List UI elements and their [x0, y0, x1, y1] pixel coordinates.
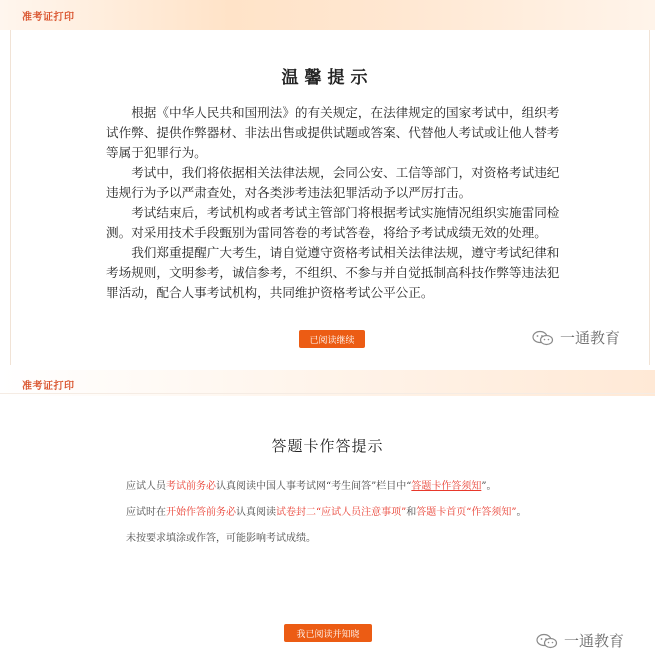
tip-text: 。 — [516, 507, 527, 518]
acknowledge-button[interactable]: 我已阅读并知晓 — [284, 624, 372, 642]
watermark — [536, 630, 624, 651]
header-title: 准考证打印 — [22, 381, 75, 392]
notice-title: 温馨提示 — [281, 68, 374, 88]
tip-text: ”。 — [481, 481, 497, 492]
watermark-text: 一通教育 — [564, 632, 625, 650]
notice-paragraph: 根据《中华人民共和国刑法》的有关规定，在法律规定的国家考试中，组织考试作弊、提供作弊器材、非法出售或提供试题或答案、代替他人考试或让他人替考等属于犯罪行为。 — [106, 105, 560, 160]
notice-paragraph: 考试结束后，考试机构或者考试主管部门将根据考试实施情况组织实施雷同检测。对采用技术手段甄别为雷同答卷的考试答卷，将给予考试成绩无效的处理。 — [106, 205, 560, 240]
continue-button[interactable]: 已阅读继续 — [299, 330, 365, 348]
answer-card-title: 答题卡作答提示 — [271, 437, 384, 455]
watermark-text: 一通教育 — [560, 329, 621, 347]
tip-text: 认真阅读中国人事考试网“考生间答”栏目中“ — [216, 481, 412, 492]
tip-paragraph — [106, 502, 561, 524]
tip-highlight: 开始作答前务必 — [166, 507, 236, 518]
tip-highlight: 答题卡首页“作答须知” — [416, 507, 517, 518]
tip-highlight: 考试前务必 — [166, 481, 216, 492]
tip-text: 应试人员 — [126, 481, 166, 492]
header-title: 准考证打印 — [22, 12, 75, 23]
tip-text: 应试时在 — [126, 507, 166, 518]
watermark — [532, 327, 620, 348]
tip-highlight: 试卷封二“应试人员注意事项” — [276, 507, 407, 518]
panel-header — [0, 0, 655, 30]
notice-body — [106, 103, 561, 303]
tip-text: 认真阅读 — [236, 507, 276, 518]
wechat-icon — [532, 330, 554, 346]
tip-paragraph: 未按要求填涂或作答，可能影响考试成绩。 — [126, 533, 316, 544]
notice-paragraph: 考试中，我们将依据相关法律法规，会同公安、工信等部门，对资格考试违纪违规行为予以严肃查处，对各类涉考违法犯罪活动予以严厉打击。 — [106, 165, 560, 200]
wechat-icon — [536, 633, 558, 649]
answer-card-body — [106, 476, 561, 554]
divider — [0, 393, 655, 394]
tip-text: 和 — [406, 507, 417, 518]
notice-paragraph: 我们郑重提醒广大考生，请自觉遵守资格考试相关法律法规，遵守考试纪律和考场规则，文明参考，诚信参考，不组织、不参与并自觉抵制高科技作弊等违法犯罪活动，配合人事考试机构，共同维护资格考试公平公正。 — [106, 245, 560, 300]
tip-paragraph — [106, 476, 561, 498]
answer-card-guide-link[interactable]: 答题卡作答须知 — [411, 481, 482, 492]
